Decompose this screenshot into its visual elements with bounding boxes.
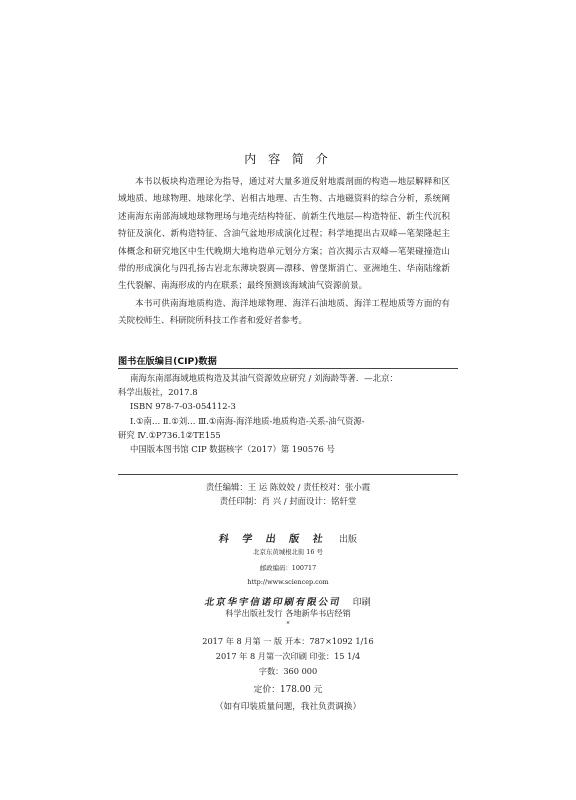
printer-line xyxy=(0,594,576,608)
publisher-logo-text: 科 学 出 版 社 xyxy=(217,534,329,545)
summary-body xyxy=(118,174,450,331)
cip-line-isbn: ISBN 978-7-03-054112-3 xyxy=(130,401,236,412)
printer-logo-text: 北京华宇信诺印刷有限公司 xyxy=(204,597,343,608)
summary-title: 内 容 简 介 xyxy=(244,152,332,166)
cip-heading: 图书在版编目(CIP)数据 xyxy=(118,356,217,367)
edition-line: 2017 年 8 月第 一 版 开本：787×1092 1/16 xyxy=(202,636,374,646)
cip-line-publisher: 科学出版社，2017.8 xyxy=(118,387,198,398)
credits-production: 责任印制：肖 兴 / 封面设计：铭轩堂 xyxy=(219,496,357,506)
credits-editors: 责任编辑：王 运 陈姣姣 / 责任校对：张小霞 xyxy=(205,482,371,492)
quality-note: （如有印装质量问题，我社负责调换） xyxy=(214,702,362,712)
separator-star: * xyxy=(286,621,290,628)
cip-bottom-rule xyxy=(118,474,458,475)
distribution-line: 科学出版社发行 各地新华书店经销 xyxy=(225,608,351,618)
price: 定价：178.00 元 xyxy=(253,685,323,695)
publisher-address: 北京东黄城根北街 16 号 xyxy=(253,548,323,556)
cip-line-title: 南海东南部海域地质构造及其油气资源效应研究 / 刘海龄等著．—北京： xyxy=(130,373,398,383)
publisher-url: http://www.sciencep.com xyxy=(247,578,329,586)
publisher-line xyxy=(0,530,576,545)
publisher-postcode: 邮政编码：100717 xyxy=(259,564,317,572)
cip-block xyxy=(118,371,458,456)
cip-top-rule xyxy=(118,368,458,369)
cip-line-cip-number: 中国版本图书馆 CIP 数据核字（2017）第 190576 号 xyxy=(130,444,335,455)
summary-paragraph-1: 本书以板块构造理论为指导，通过对大量多道反射地震剖面的构造—地层解释和区域地质、地球物理、地球化学、岩相古地理、古生物、古地磁资料的综合分析，系统阐述南海东南部海域地球物理场与地壳结构特征、前新生代地层—构造特征、新生代沉积特征及演化、新构造特征、含油气盆地形成演化过程；科学地提出古双峰—笔架隆起主体概念和研究地区中生代晚期大地构造单元划分方案；首次揭示古双峰—笔架碰撞造山带的形成演化与四孔扬古岩北东薄块裂离—漂移、曾堡斯消亡、亚洲地生、华南陆缘新生代裂解、南海形成的内在联系；最终预测该海域油气资源前景。 xyxy=(118,177,450,292)
cip-line-classification-cont: 研究 Ⅳ.①P736.1②TE155 xyxy=(118,429,221,440)
cip-line-classification: Ⅰ.①南… Ⅱ.①刘… Ⅲ.①南海-海洋地质-地质构造-关系-油气资源- xyxy=(130,415,365,426)
publisher-action: 出版 xyxy=(339,535,358,545)
word-count: 字数：360 000 xyxy=(258,666,318,676)
printer-action: 印刷 xyxy=(352,598,371,608)
summary-paragraph-2: 本书可供南海地质构造、海洋地球物理、海洋石油地质、海洋工程地质等方面的有关院校师生、科研院所科技工作者和爱好者参考。 xyxy=(118,298,450,327)
printing-line: 2017 年 8 月第一次印刷 印张：15 1/4 xyxy=(215,651,361,661)
